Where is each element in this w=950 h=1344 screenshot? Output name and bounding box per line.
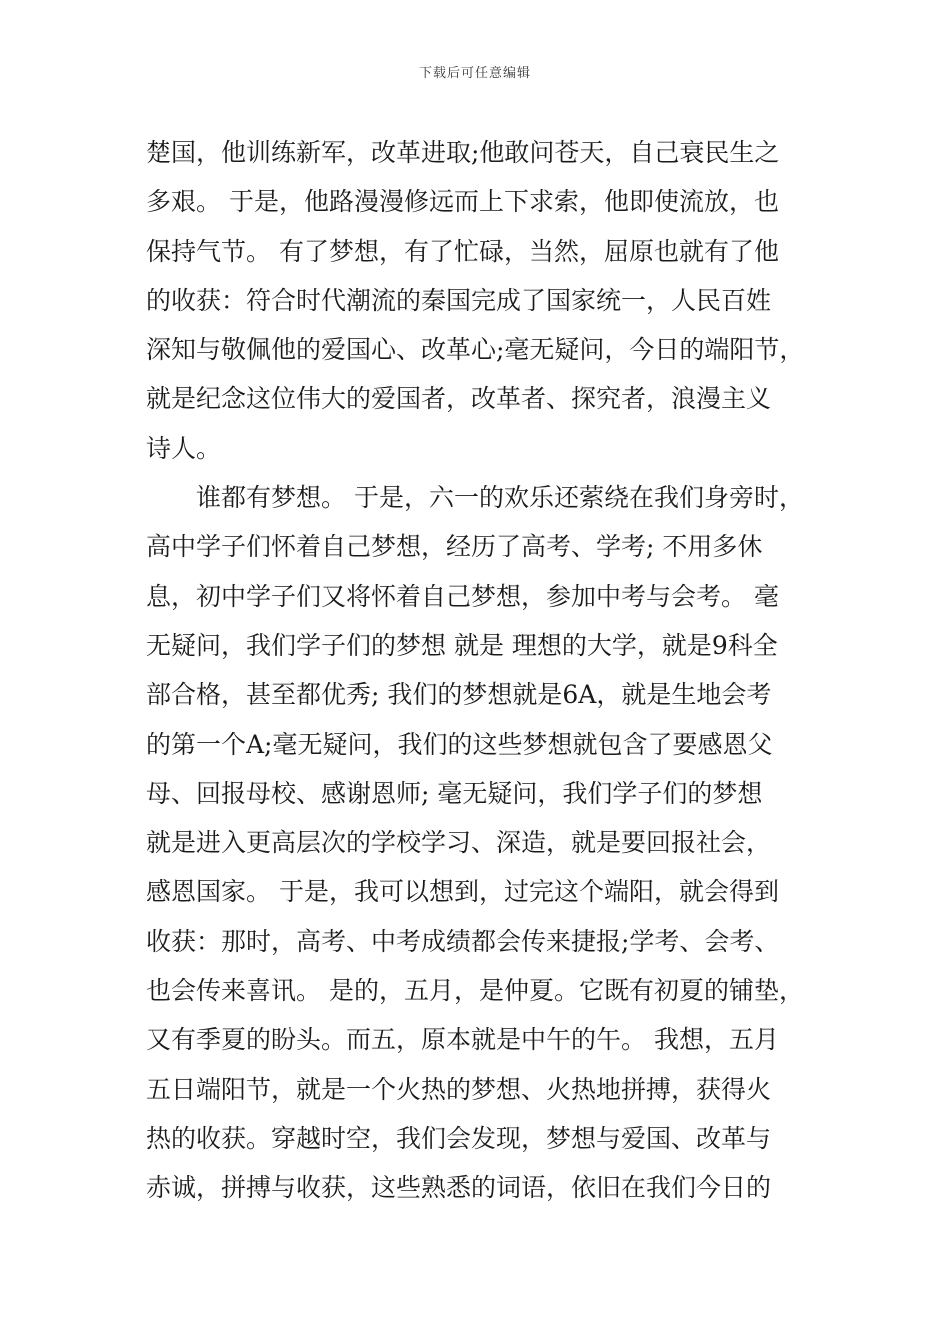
text-line: 的第一个A;毫无疑问，我们的这些梦想就包含了要感恩父 [146, 729, 773, 759]
text-line: 收获：那时，高考、中考成绩都会传来捷报;学考、会考、 [146, 926, 780, 956]
text-line: 多艰。 于是，他路漫漫修远而上下求索，他即使流放，也 [146, 187, 779, 217]
text-line: 就是纪念这位伟大的爱国者，改革者、探究者，浪漫主义 [146, 384, 772, 414]
document-body [146, 128, 846, 1213]
text-line: 就是进入更高层次的学校学习、深造，就是要回报社会， [146, 828, 772, 858]
text-line: 无疑问，我们学子们的梦想 就是 理想的大学，就是9科全 [146, 630, 778, 660]
text-line: 保持气节。 有了梦想，有了忙碌，当然，屈原也就有了他 [146, 236, 779, 266]
text-line: 感恩国家。 于是，我可以想到，过完这个端阳，就会得到 [146, 877, 779, 907]
text-line: 又有季夏的盼头。而五，原本就是中午的午。 我想，五月 [146, 1025, 779, 1055]
text-line: 部合格，甚至都优秀; 我们的梦想就是6A，就是生地会考 [146, 680, 772, 710]
text-line: 的收获：符合时代潮流的秦国完成了国家统一，人民百姓 [146, 285, 772, 315]
text-line: 赤诚，拼搏与收获，这些熟悉的词语，依旧在我们今日的 [146, 1173, 772, 1203]
text-line: 谁都有梦想。 于是，六一的欢乐还萦绕在我们身旁时， [146, 483, 804, 513]
text-line: 热的收获。穿越时空，我们会发现，梦想与爱国、改革与 [146, 1123, 772, 1153]
text-line: 楚国，他训练新军，改革进取;他敢问苍天，自己衰民生之 [146, 138, 780, 167]
text-line: 母、回报母校、感谢恩师; 毫无疑问，我们学子们的梦想 [146, 778, 763, 808]
text-line: 息，初中学子们又将怀着自己梦想，参加中考与会考。 毫 [146, 581, 779, 611]
page-header: 下载后可任意编辑 [418, 66, 531, 81]
text-line: 高中学子们怀着自己梦想，经历了高考、学考; 不用多休 [146, 532, 763, 562]
text-line: 诗人。 [146, 433, 222, 463]
text-line: 也会传来喜讯。 是的，五月，是仲夏。它既有初夏的铺垫， [146, 976, 804, 1006]
text-line: 深知与敬佩他的爱国心、改革心;毫无疑问，今日的端阳节， [146, 335, 805, 365]
text-line: 五日端阳节，就是一个火热的梦想、火热地拼搏，获得火 [146, 1074, 772, 1104]
